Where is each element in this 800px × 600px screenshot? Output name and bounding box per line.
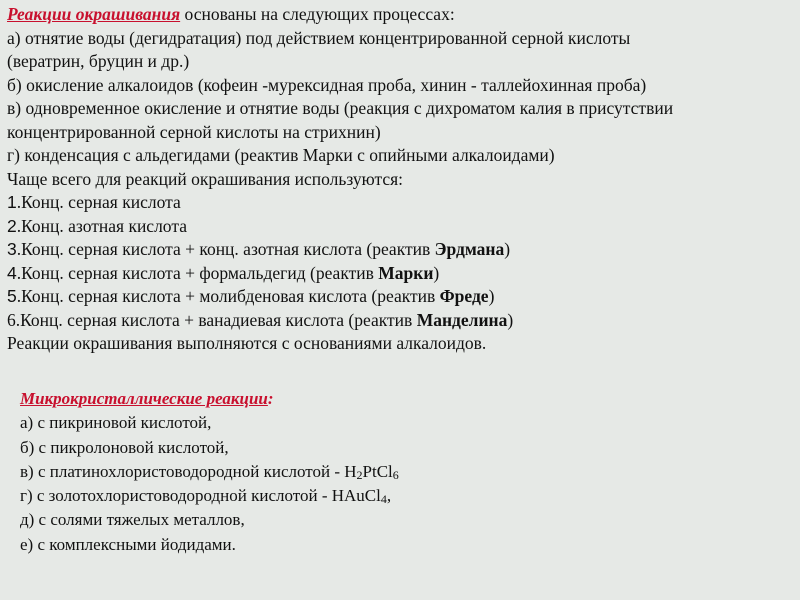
reagent-text: .Конц. серная кислота [16,192,181,212]
reagent-number: 1 [7,192,17,212]
formula-subscript: 2 [356,467,363,482]
reagent-number: 5 [7,286,17,306]
microcrystal-item [20,460,580,484]
reagent-item [7,262,793,286]
process-line: концентрированной серной кислоты на стрихнин) [7,121,381,142]
microcrystal-item: б) с пикролоновой кислотой, [20,437,229,457]
process-line: (вератрин, бруцин и др.) [7,51,190,71]
reagent-text: .Конц. азотная кислота [16,215,187,236]
intro-text: основаны на следующих процессах: [180,4,455,24]
process-line: б) окисление алкалоидов (кофеин -мурексидная проба, хинин - таллейохинная проба) [7,74,647,95]
reagent-number: 3 [7,239,17,259]
reagent-item [7,238,793,262]
reagent-text: .Конц. серная кислота + ванадиевая кислота (реактив [15,309,417,330]
microcrystal-item [20,484,580,508]
item-text: г) с золотохлористоводородной кислотой - HAuCl [20,486,381,506]
reagent-tail: ) [507,309,514,330]
reagent-item [7,191,793,215]
formula-subscript: 6 [392,467,399,482]
usage-intro-line: Чаще всего для реакций окрашивания используются: [7,168,404,189]
reagent-item [7,215,793,239]
reagent-tail: ) [488,286,495,306]
reagent-name: Фреде [439,286,489,306]
reagent-number: 2 [7,215,17,236]
microcrystal-heading-text: Микрокристаллические реакции [20,389,268,408]
reagent-item [7,285,793,309]
process-line: в) одновременное окисление и отнятие воды (реакция с дихроматом калия в присутствии [7,98,674,118]
section-heading-color-reactions: Реакции окрашивания [7,4,181,24]
reagent-number: 4 [7,262,17,283]
reagent-text: .Конц. серная кислота + конц. азотная кислота (реактив [16,239,435,259]
formula-subscript: 4 [380,492,387,507]
reagent-text: .Конц. серная кислота + формальдегид (реактив [16,262,379,283]
process-line: г) конденсация с альдегидами (реактив Марки с опийными алкалоидами) [7,145,555,165]
reagent-number: 6 [7,309,16,330]
closing-line: Реакции окрашивания выполняются с основаниями алкалоидов. [7,333,487,353]
reagent-tail: ) [504,239,511,259]
microcrystal-item: д) с солями тяжелых металлов, [20,510,245,530]
formula-part: PtCl [362,461,393,481]
process-line: а) отнятие воды (дегидратация) под действием концентрированной серной кислоты [7,27,631,48]
reagent-text: .Конц. серная кислота + молибденовая кислота (реактив [16,286,440,306]
item-tail: , [386,486,392,506]
reagent-tail: ) [433,262,440,283]
microcrystal-item: а) с пикриновой кислотой, [20,413,212,433]
microcrystal-item: е) с комплексными йодидами. [20,534,236,554]
reagent-name: Манделина [416,309,508,330]
reagent-item [7,309,793,333]
microcrystal-block [20,387,580,557]
item-text: в) с платинохлористоводородной кислотой - H [20,461,357,481]
reagent-name: Марки [378,262,434,283]
microcrystal-heading-colon: : [267,389,274,408]
section-heading-microcrystal [20,387,580,411]
main-text-block [7,3,793,356]
intro-line [7,3,793,27]
reagent-name: Эрдмана [434,239,505,259]
